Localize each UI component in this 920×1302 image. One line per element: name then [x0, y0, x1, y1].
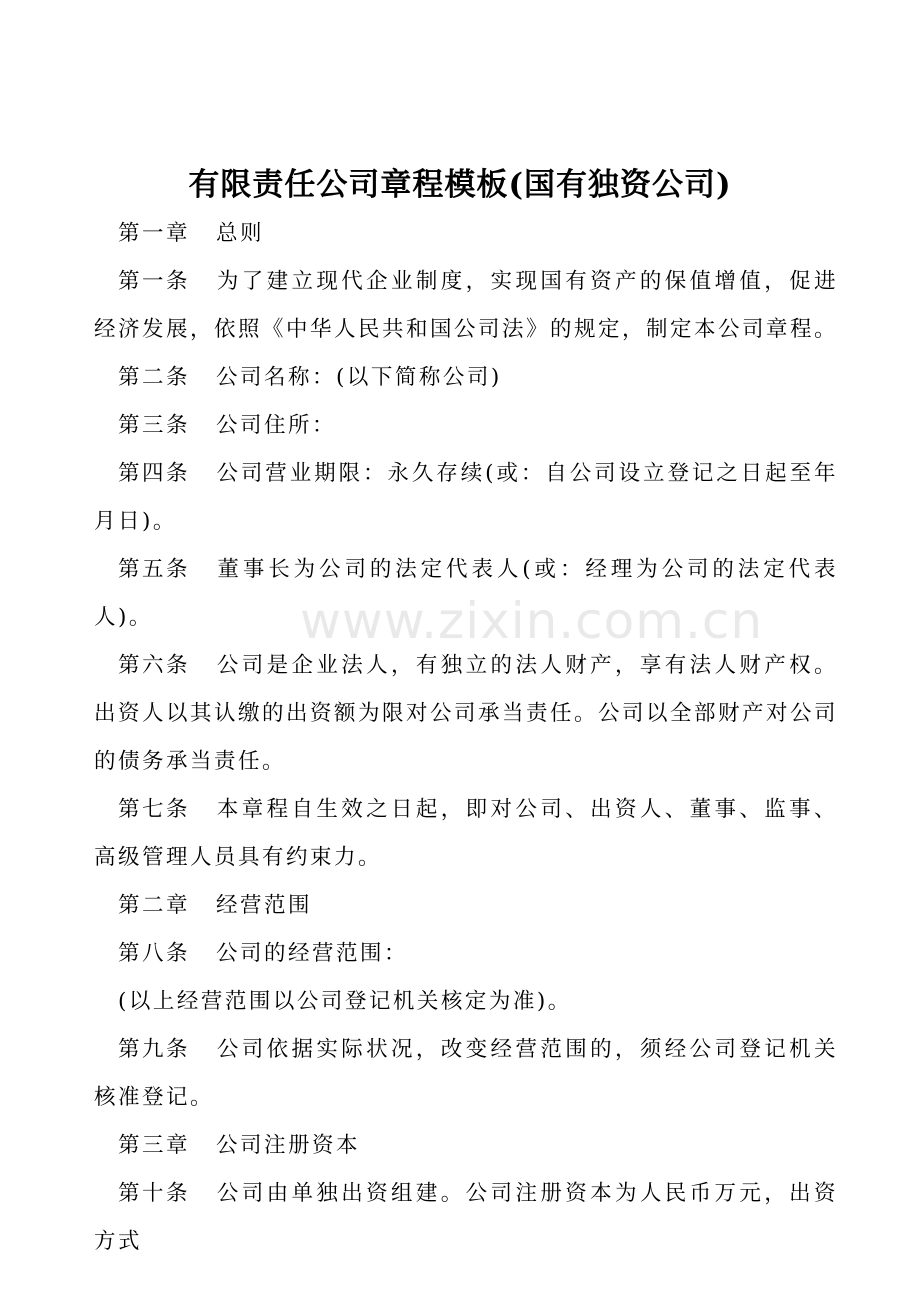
- para-text: 公司的经营范围：: [216, 941, 409, 966]
- chapter-heading: [94, 882, 838, 930]
- para-lead: 第五条: [118, 557, 191, 582]
- para-text: (以上经营范围以公司登记机关核定为准)。: [118, 989, 572, 1014]
- para-lead: 第七条: [118, 797, 191, 822]
- para-lead: 第九条: [118, 1037, 191, 1062]
- article-paragraph: [94, 354, 838, 402]
- para-lead: 第一章: [118, 221, 191, 246]
- chapter-heading: [94, 210, 838, 258]
- para-text: 经营范围: [216, 893, 313, 918]
- para-text: 为了建立现代企业制度，实现国有资产的保值增值，促进经济发展，依照《中华人民共和国公司法》的规定，制定本公司章程。: [94, 269, 839, 342]
- article-paragraph: [94, 402, 838, 450]
- para-lead: 第四条: [118, 461, 191, 486]
- para-lead: 第八条: [118, 941, 191, 966]
- article-paragraph: [94, 786, 838, 882]
- para-lead: 第十条: [118, 1181, 191, 1206]
- document-body: [94, 210, 838, 1266]
- para-lead: 第六条: [118, 653, 191, 678]
- para-lead: 第三章: [118, 1133, 191, 1158]
- article-paragraph: [94, 450, 838, 546]
- para-text: 公司依据实际状况，改变经营范围的，须经公司登记机关核准登记。: [94, 1037, 838, 1110]
- article-paragraph: [94, 930, 838, 978]
- para-text: 公司是企业法人，有独立的法人财产，享有法人财产权。出资人以其认缴的出资额为限对公司承当责任。公司以全部财产对公司的债务承当责任。: [94, 653, 839, 774]
- para-text: 公司住所：: [216, 413, 337, 438]
- para-text: 公司注册资本: [216, 1133, 361, 1158]
- article-paragraph: [94, 1170, 838, 1266]
- article-paragraph: [94, 546, 838, 642]
- article-paragraph: [94, 1026, 838, 1122]
- para-text: 本章程自生效之日起，即对公司、出资人、董事、监事、高级管理人员具有约束力。: [94, 797, 838, 870]
- chapter-heading: [94, 1122, 838, 1170]
- para-text: 总则: [216, 221, 265, 246]
- watermark: www.zixin.com.cn: [300, 592, 764, 650]
- para-text: 公司由单独出资组建。公司注册资本为人民币万元，出资方式: [94, 1181, 838, 1254]
- para-text: 董事长为公司的法定代表人(或：经理为公司的法定代表人)。: [94, 557, 838, 630]
- para-lead: 第三条: [118, 413, 191, 438]
- article-paragraph: [94, 258, 838, 354]
- para-text: 公司名称：(以下简称公司): [216, 365, 502, 390]
- para-text: 公司营业期限：永久存续(或：自公司设立登记之日起至年月日)。: [94, 461, 838, 534]
- article-paragraph: [94, 642, 838, 786]
- para-lead: 第二条: [118, 365, 191, 390]
- note-paragraph: [94, 978, 838, 1026]
- document-title: 有限责任公司章程模板(国有独资公司): [188, 167, 732, 203]
- para-lead: 第一条: [118, 269, 191, 294]
- para-lead: 第二章: [118, 893, 191, 918]
